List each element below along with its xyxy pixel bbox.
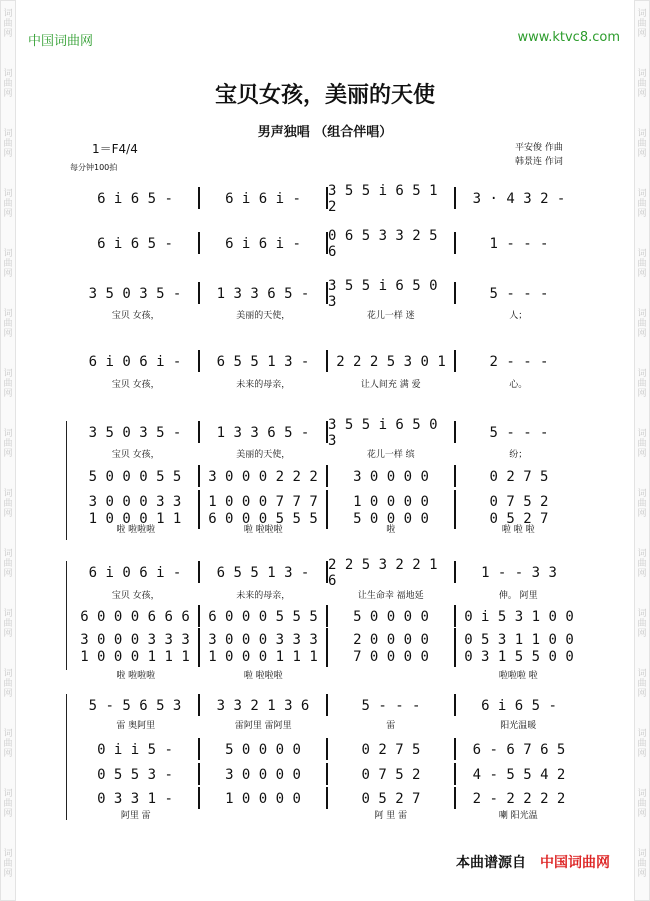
measure: 0 i i 5 - (97, 742, 173, 758)
measure: 1 0 0 0 7 7 7 (208, 494, 318, 510)
measure: 2 2 5 3 2 2 1 6 (328, 557, 438, 589)
watermark-text: 词 曲 网 (637, 9, 647, 39)
measure: 3 5 5 i 6 5 0 3 (328, 278, 438, 310)
watermark-text: 词 曲 网 (637, 549, 647, 579)
measure: 0 6 5 3 3 2 5 6 (328, 228, 438, 260)
measure: 0 5 2 7 (361, 791, 421, 807)
measure: 3 0 0 0 2 2 2 (208, 469, 318, 485)
lyric-segment: 宝贝 女孩， (111, 591, 160, 601)
watermark-text: 词 曲 网 (637, 489, 647, 519)
measure: 6 i 0 6 i - (88, 565, 182, 581)
measure: 3 5 0 3 5 - (88, 425, 182, 441)
watermark-text: 词 曲 网 (3, 9, 13, 39)
lyric-line (72, 447, 582, 461)
measure: 0 2 7 5 (361, 742, 421, 758)
melody-line (72, 465, 582, 489)
lyric-segment: 雷 奥阿里 (116, 721, 156, 731)
measure: 6 i 6 i - (225, 191, 301, 207)
measure: 0 5 2 7 (489, 511, 549, 527)
melody-line (72, 228, 582, 260)
lyric-segment: 啦 啦啦啦 (116, 671, 156, 681)
measure: 6 0 0 0 5 5 5 (208, 511, 318, 527)
measure: 0 i 5 3 1 0 0 (464, 609, 574, 625)
composer-credit: 平安俊 作曲 (515, 143, 563, 153)
measure: 1 0 0 0 1 1 1 (208, 649, 318, 665)
lyric-segment: 啦 (386, 525, 396, 535)
key-signature: 1＝F4/4 (92, 142, 138, 156)
watermark-text: 词 曲 网 (3, 69, 13, 99)
measure: 5 0 0 0 0 (353, 511, 429, 527)
song-subtitle: 男声独唱 （组合伴唱） (257, 125, 393, 140)
measure: 0 7 5 2 (489, 494, 549, 510)
measure: 1 0 0 0 1 1 (88, 511, 182, 527)
footer-brand: 中国词曲网 (540, 855, 610, 871)
melody-line (72, 183, 582, 215)
watermark-text: 词 曲 网 (3, 429, 13, 459)
lyric-segment: 啦 啦啦啦 (243, 671, 283, 681)
lyric-segment (327, 668, 455, 682)
lyric-segment: 啦 啦 啦 (501, 525, 535, 535)
tempo-marking: 每分钟100拍 (70, 163, 118, 172)
measure: 6 0 0 0 5 5 5 (208, 609, 318, 625)
watermark-text: 词 曲 网 (637, 729, 647, 759)
watermark-text: 词 曲 网 (637, 609, 647, 639)
measure: 2 2 2 5 3 0 1 (336, 354, 446, 370)
lyric-line (72, 522, 582, 536)
watermark-text: 词 曲 网 (637, 129, 647, 159)
measure: 6 5 5 1 3 - (216, 354, 310, 370)
measure: 7 0 0 0 0 (353, 649, 429, 665)
measure: 2 - - - (489, 354, 549, 370)
watermark-text: 词 曲 网 (637, 249, 647, 279)
site-url: www.ktvc8.com (517, 30, 620, 45)
lyric-segment: 阿里 雷 (120, 811, 151, 821)
watermark-text: 词 曲 网 (637, 309, 647, 339)
measure: 6 5 5 1 3 - (216, 565, 310, 581)
measure: 1 3 3 6 5 - (216, 286, 310, 302)
watermark-text: 词 曲 网 (637, 789, 647, 819)
watermark-text: 词 曲 网 (3, 789, 13, 819)
lyric-segment: 喇 阳光温 (498, 811, 538, 821)
measure: 3 0 0 0 3 3 3 (208, 632, 318, 648)
measure: 6 i 6 5 - (97, 191, 173, 207)
watermark-text: 词 曲 网 (637, 189, 647, 219)
measure: 5 0 0 0 0 (225, 742, 301, 758)
lyric-segment: 让生命幸 福地延 (357, 591, 424, 601)
measure: 3 0 0 0 3 3 3 (80, 632, 190, 648)
lyric-segment: 雷阿里 雷阿里 (234, 721, 292, 731)
melody-line (72, 417, 582, 449)
measure: 5 - - - (489, 425, 549, 441)
measure: 1 - - 3 3 (481, 565, 557, 581)
watermark-text: 词 曲 网 (3, 729, 13, 759)
melody-line (72, 605, 582, 629)
lyric-segment: 阳光温暖 (500, 721, 537, 731)
measure: 1 0 0 0 0 (225, 791, 301, 807)
measure: 5 - 5 6 5 3 (88, 698, 182, 714)
watermark-text: 词 曲 网 (3, 549, 13, 579)
measure: 0 2 7 5 (489, 469, 549, 485)
measure: 1 3 3 6 5 - (216, 425, 310, 441)
lyric-segment: 宝贝 女孩， (111, 450, 160, 460)
system-bracket (66, 694, 67, 820)
watermark-text: 词 曲 网 (3, 129, 13, 159)
melody-line (72, 763, 582, 787)
measure: 6 0 0 0 6 6 6 (80, 609, 190, 625)
lyric-segment (200, 808, 328, 822)
measure: 3 · 4 3 2 - (472, 191, 566, 207)
watermark-text: 词 曲 网 (637, 369, 647, 399)
watermark-text: 词 曲 网 (3, 489, 13, 519)
watermark-text: 词 曲 网 (3, 369, 13, 399)
measure: 5 - - - (361, 698, 421, 714)
measure: 3 0 0 0 0 (225, 767, 301, 783)
footer-source-label: 本曲谱源自 (456, 855, 526, 871)
measure: 2 0 0 0 0 (353, 632, 429, 648)
lyric-segment: 伸。 阿里 (498, 591, 538, 601)
measure: 0 7 5 2 (361, 767, 421, 783)
lyric-line (72, 718, 582, 732)
system-bracket (66, 561, 67, 670)
measure: 3 3 2 1 3 6 (216, 698, 310, 714)
measure: 3 0 0 0 3 3 (88, 494, 182, 510)
melody-line (72, 738, 582, 762)
lyric-segment: 未来的母亲， (236, 380, 291, 390)
measure: 6 i 0 6 i - (88, 354, 182, 370)
measure: 2 - 2 2 2 2 (472, 791, 566, 807)
melody-line (72, 278, 582, 310)
lyric-segment: 未来的母亲， (236, 591, 291, 601)
watermark-text: 词 曲 网 (3, 849, 13, 879)
lyric-segment: 心。 (509, 380, 528, 390)
lyric-segment: 美丽的天使， (236, 311, 291, 321)
measure: 3 5 0 3 5 - (88, 286, 182, 302)
lyric-segment: 雷 (386, 721, 396, 731)
lyric-segment: 阿 里 雷 (374, 811, 408, 821)
lyric-segment: 纷； (509, 450, 528, 460)
lyric-segment: 人； (509, 311, 528, 321)
watermark-text: 词 曲 网 (3, 309, 13, 339)
watermark-text: 词 曲 网 (3, 249, 13, 279)
lyric-segment: 花儿一样 迷 (366, 311, 415, 321)
lyric-segment: 花儿一样 缤 (366, 450, 415, 460)
measure: 3 0 0 0 0 (353, 469, 429, 485)
watermark-text: 词 曲 网 (637, 849, 647, 879)
footer-source (456, 852, 610, 872)
measure: 3 5 5 i 6 5 0 3 (328, 417, 438, 449)
measure: 3 5 5 i 6 5 1 2 (328, 183, 438, 215)
song-title: 宝贝女孩，美丽的天使 (214, 82, 435, 108)
measure: 0 5 3 1 1 0 0 (464, 632, 574, 648)
lyric-line (72, 668, 582, 682)
lyric-line (72, 377, 582, 391)
measure: 5 0 0 0 0 (353, 609, 429, 625)
watermark-text: 词 曲 网 (3, 189, 13, 219)
system-bracket (66, 421, 67, 540)
watermark-text: 词 曲 网 (637, 69, 647, 99)
lyric-segment: 啦 啦啦啦 (116, 525, 156, 535)
lyric-segment: 啦 啦啦啦 (243, 525, 283, 535)
lyricist-credit: 韩景连 作词 (515, 157, 563, 167)
lyric-segment: 让人间充 满 爱 (360, 380, 421, 390)
lyric-segment: 宝贝 女孩， (111, 311, 160, 321)
measure: 4 - 5 5 4 2 (472, 767, 566, 783)
watermark-text: 词 曲 网 (3, 609, 13, 639)
melody-line (72, 645, 582, 669)
lyric-segment: 宝贝 女孩， (111, 380, 160, 390)
measure: 6 i 6 i - (225, 236, 301, 252)
measure: 0 5 5 3 - (97, 767, 173, 783)
measure: 5 0 0 0 5 5 (88, 469, 182, 485)
melody-line (72, 350, 582, 374)
melody-line (72, 557, 582, 589)
measure: 1 - - - (489, 236, 549, 252)
measure: 6 i 6 5 - (481, 698, 557, 714)
measure: 5 - - - (489, 286, 549, 302)
measure: 0 3 3 1 - (97, 791, 173, 807)
lyric-line (72, 808, 582, 822)
measure: 1 0 0 0 1 1 1 (80, 649, 190, 665)
measure: 0 3 1 5 5 0 0 (464, 649, 574, 665)
site-name-left: 中国词曲网 (28, 34, 94, 49)
lyric-line (72, 308, 582, 322)
lyric-segment: 美丽的天使， (236, 450, 291, 460)
lyric-line (72, 588, 582, 602)
watermark-text: 词 曲 网 (637, 429, 647, 459)
measure: 6 - 6 7 6 5 (472, 742, 566, 758)
lyric-segment: 啦啦啦 啦 (498, 671, 538, 681)
melody-line (72, 694, 582, 718)
watermark-text: 词 曲 网 (3, 669, 13, 699)
measure: 1 0 0 0 0 (353, 494, 429, 510)
measure: 6 i 6 5 - (97, 236, 173, 252)
watermark-text: 词 曲 网 (637, 669, 647, 699)
